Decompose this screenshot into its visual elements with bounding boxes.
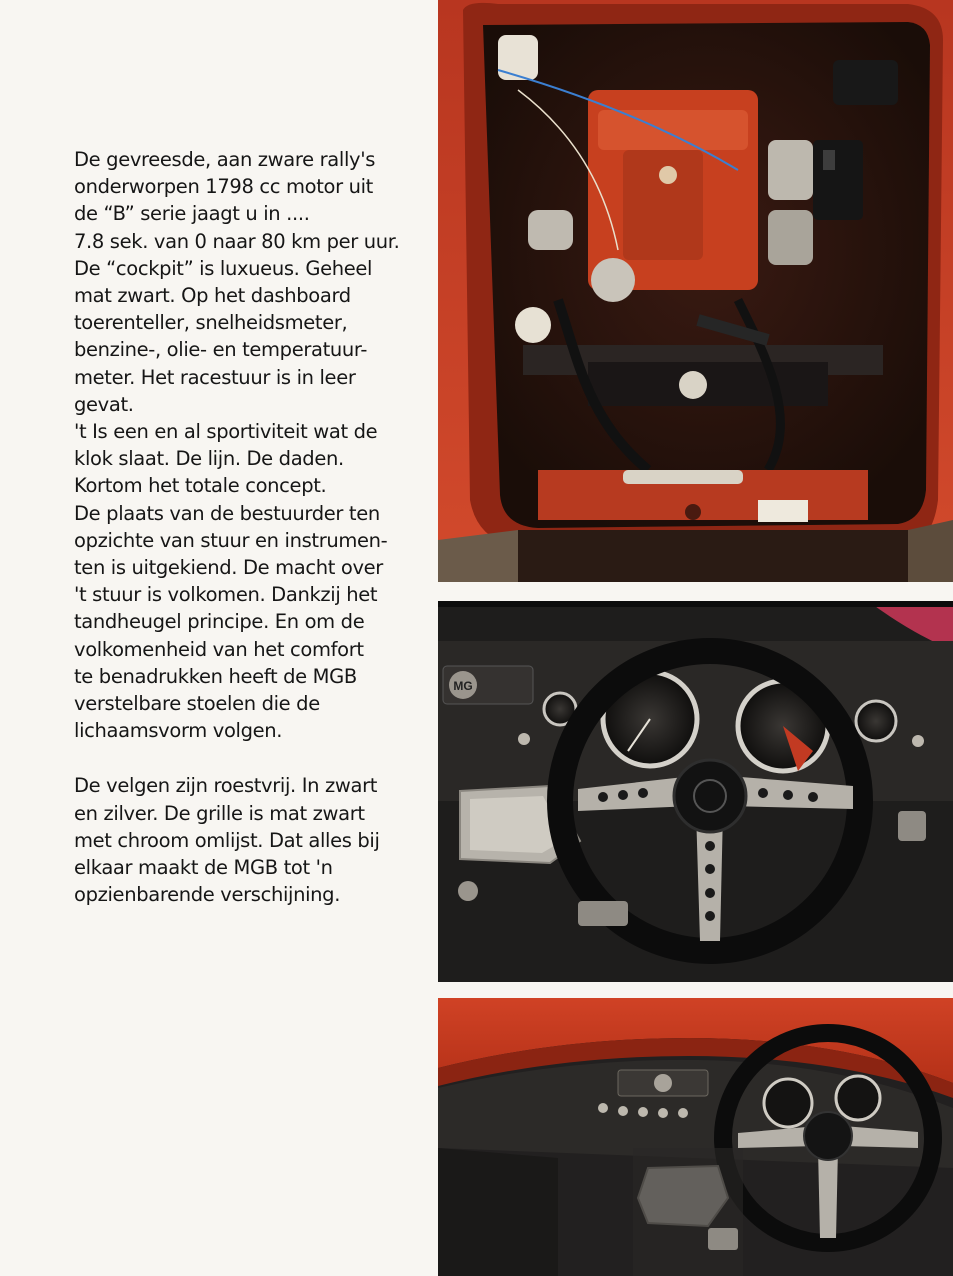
text-line: ten is uitgekiend. De macht over [74, 556, 383, 580]
text-line: gevat. [74, 392, 134, 416]
text-line: elkaar maakt de MGB tot 'n [74, 856, 333, 880]
text-line: onderworpen 1798 cc motor uit [74, 175, 373, 199]
text-line: Kortom het totale concept. [74, 474, 327, 498]
text-line: De gevreesde, aan zware rally's [74, 148, 376, 171]
paragraph-gap [74, 744, 434, 772]
badge-text: MG [453, 679, 473, 693]
text-line: opzienbarende verschijning. [74, 883, 341, 907]
body-text-column [74, 146, 434, 908]
dashboard-photo [438, 601, 953, 982]
text-line: meter. Het racestuur is in leer [74, 365, 356, 389]
text-line: verstelbare stoelen die de [74, 692, 320, 716]
text-line: 7.8 sek. van 0 naar 80 km per uur. [74, 229, 400, 253]
text-line: tandheugel principe. En om de [74, 610, 365, 634]
text-line: 't stuur is volkomen. Dankzij het [74, 583, 378, 607]
interior-photo [438, 998, 953, 1276]
text-line: opzichte van stuur en instrumen- [74, 528, 388, 552]
text-line: te benadrukken heeft de MGB [74, 664, 357, 688]
engine-bay-photo [438, 0, 953, 582]
text-line: en zilver. De grille is mat zwart [74, 801, 365, 825]
text-line: de “B” serie jaagt u in .... [74, 202, 310, 226]
text-line: klok slaat. De lijn. De daden. [74, 447, 344, 471]
text-line: mat zwart. Op het dashboard [74, 284, 351, 308]
text-line: toerenteller, snelheidsmeter, [74, 311, 348, 335]
text-line: 't Is een en al sportiviteit wat de [74, 420, 378, 444]
text-line: De “cockpit” is luxueus. Geheel [74, 256, 373, 280]
text-line: De plaats van de bestuurder ten [74, 501, 380, 525]
text-line: benzine-, olie- en temperatuur- [74, 338, 368, 362]
text-line: met chroom omlijst. Dat alles bij [74, 828, 380, 852]
text-line: lichaamsvorm volgen. [74, 719, 283, 743]
text-line: volkomenheid van het comfort [74, 637, 364, 661]
text-line: De velgen zijn roestvrij. In zwart [74, 774, 378, 798]
